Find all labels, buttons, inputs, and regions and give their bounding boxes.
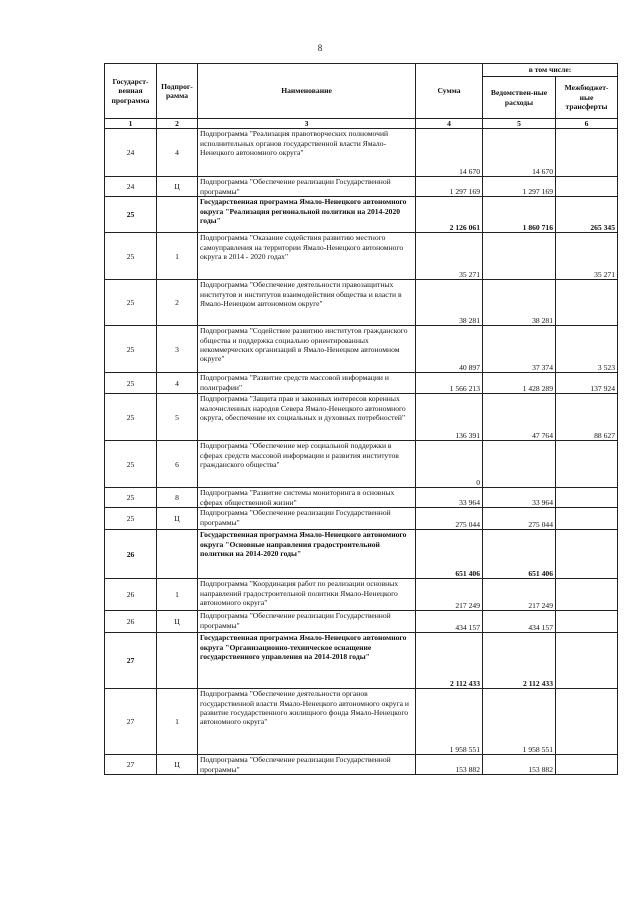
program-cell: 27 <box>105 689 157 755</box>
subprogram-cell: 5 <box>157 394 198 441</box>
sum-cell: 40 897 <box>416 326 483 373</box>
program-cell: 25 <box>105 233 157 280</box>
department-cell: 38 281 <box>483 280 556 326</box>
col-number: 1 <box>105 119 157 129</box>
sum-cell: 217 249 <box>416 579 483 611</box>
transfer-cell: 35 271 <box>556 233 618 280</box>
table-row <box>105 441 618 488</box>
name-cell: Подпрограмма "Обеспечение реализации Государственной программы" <box>198 611 416 633</box>
program-cell: 27 <box>105 755 157 775</box>
table-row <box>105 177 618 197</box>
name-cell: Подпрограмма "Координация работ по реализации основных направлений градостроительной политики Ямало-Ненецкого автономного округа" <box>198 579 416 611</box>
sum-cell: 153 882 <box>416 755 483 775</box>
name-cell: Подпрограмма "Обеспечение мер социальной поддержки в сферах средств массовой информации и развития институтов гражданского общества" <box>198 441 416 488</box>
transfer-cell: 137 924 <box>556 373 618 394</box>
sum-cell: 38 281 <box>416 280 483 326</box>
department-cell: 1 428 289 <box>483 373 556 394</box>
table-row <box>105 530 618 579</box>
table-row <box>105 633 618 689</box>
sum-cell: 2 112 433 <box>416 633 483 689</box>
name-cell: Подпрограмма "Обеспечение деятельности правозащитных институтов и институтов взаимодействия общества и власти в Ямало-Ненецком автономном округе" <box>198 280 416 326</box>
budget-table <box>104 63 618 775</box>
table-row <box>105 280 618 326</box>
name-cell: Подпрограмма "Оказание содействия развитию местного самоуправления на территории Ямало-Ненецкого автономного округа в 2014 - 2020 годах" <box>198 233 416 280</box>
name-cell: Подпрограмма "Обеспечение деятельности органов государственной власти Ямало-Ненецкого автономного округа и развитие государственного жилищного фонда Ямало-Ненецкого автономного округа" <box>198 689 416 755</box>
table-row <box>105 579 618 611</box>
sum-cell: 136 391 <box>416 394 483 441</box>
subprogram-cell: Ц <box>157 611 198 633</box>
name-cell: Государственная программа Ямало-Ненецкого автономного округа "Основные направления градостроительной политики на 2014-2020 годы" <box>198 530 416 579</box>
program-cell: 25 <box>105 394 157 441</box>
sum-cell: 35 271 <box>416 233 483 280</box>
name-cell: Государственная программа Ямало-Ненецкого автономного округа "Организационно-техническое оснащение государственного управления на 2014-2018 годы" <box>198 633 416 689</box>
department-cell: 14 670 <box>483 129 556 177</box>
header-gp: Государст-венная программа <box>105 64 157 119</box>
subprogram-cell: Ц <box>157 755 198 775</box>
department-cell: 33 964 <box>483 488 556 508</box>
name-cell: Подпрограмма "Содействие развитию институтов гражданского общества и поддержка социально ориентированных некоммерческих организаций в Ямало-Ненецком автономном округе" <box>198 326 416 373</box>
table-row <box>105 611 618 633</box>
table-row <box>105 689 618 755</box>
name-cell: Государственная программа Ямало-Ненецкого автономного округа "Реализация региональной политики на 2014-2020 годы" <box>198 197 416 233</box>
col-number: 3 <box>198 119 416 129</box>
program-cell: 26 <box>105 530 157 579</box>
subprogram-cell: 2 <box>157 280 198 326</box>
page-number: 8 <box>317 43 323 53</box>
subprogram-cell: 1 <box>157 579 198 611</box>
sum-cell: 1 297 169 <box>416 177 483 197</box>
sum-cell: 434 157 <box>416 611 483 633</box>
sum-cell: 1 958 551 <box>416 689 483 755</box>
transfer-cell <box>556 508 618 530</box>
program-cell: 27 <box>105 633 157 689</box>
transfer-cell: 3 523 <box>556 326 618 373</box>
department-cell: 275 044 <box>483 508 556 530</box>
table-row <box>105 326 618 373</box>
col-number: 2 <box>157 119 198 129</box>
department-cell: 1 958 551 <box>483 689 556 755</box>
subprogram-cell <box>157 197 198 233</box>
transfer-cell <box>556 530 618 579</box>
transfer-cell <box>556 280 618 326</box>
program-cell: 25 <box>105 441 157 488</box>
table-row <box>105 488 618 508</box>
header-name: Наименование <box>198 64 416 119</box>
program-cell: 25 <box>105 488 157 508</box>
transfer-cell <box>556 755 618 775</box>
program-cell: 25 <box>105 326 157 373</box>
col-number: 4 <box>416 119 483 129</box>
name-cell: Подпрограмма "Обеспечение реализации Государственной программы" <box>198 508 416 530</box>
department-cell: 47 764 <box>483 394 556 441</box>
subprogram-cell: 6 <box>157 441 198 488</box>
name-cell: Подпрограмма "Защита прав и законных интересов коренных малочисленных народов Севера Ямало-Ненецкого автономного округа, обеспечение их социальных и духовных потребностей" <box>198 394 416 441</box>
program-cell: 24 <box>105 129 157 177</box>
table-row <box>105 129 618 177</box>
program-cell: 24 <box>105 177 157 197</box>
transfer-cell <box>556 177 618 197</box>
sum-cell: 2 126 061 <box>416 197 483 233</box>
col-number: 6 <box>556 119 618 129</box>
subprogram-cell <box>157 530 198 579</box>
department-cell: 1 860 716 <box>483 197 556 233</box>
header-inter: Межбюджет-ные трансферты <box>556 77 618 119</box>
name-cell: Подпрограмма "Реализация правотворческих полномочий исполнительных органов государственной власти Ямало-Ненецкого автономного округа" <box>198 129 416 177</box>
table-row <box>105 394 618 441</box>
table-row <box>105 197 618 233</box>
transfer-cell <box>556 611 618 633</box>
name-cell: Подпрограмма "Развитие средств массовой информации и полиграфии" <box>198 373 416 394</box>
department-cell: 434 157 <box>483 611 556 633</box>
subprogram-cell: 1 <box>157 689 198 755</box>
department-cell: 1 297 169 <box>483 177 556 197</box>
department-cell: 217 249 <box>483 579 556 611</box>
header-pp: Подпрог-рамма <box>157 64 198 119</box>
sum-cell: 651 406 <box>416 530 483 579</box>
program-cell: 26 <box>105 579 157 611</box>
transfer-cell <box>556 633 618 689</box>
transfer-cell <box>556 689 618 755</box>
program-cell: 25 <box>105 508 157 530</box>
table-row <box>105 508 618 530</box>
subprogram-cell: Ц <box>157 177 198 197</box>
subprogram-cell <box>157 633 198 689</box>
sum-cell: 0 <box>416 441 483 488</box>
table-row <box>105 755 618 775</box>
program-cell: 26 <box>105 611 157 633</box>
name-cell: Подпрограмма "Развитие системы мониторинга в основных сферах общественной жизни" <box>198 488 416 508</box>
program-cell: 25 <box>105 373 157 394</box>
transfer-cell <box>556 129 618 177</box>
subprogram-cell: Ц <box>157 508 198 530</box>
transfer-cell: 265 345 <box>556 197 618 233</box>
header-incl: в том числе: <box>483 64 618 77</box>
subprogram-cell: 3 <box>157 326 198 373</box>
department-cell <box>483 233 556 280</box>
budget-table-body <box>105 64 618 775</box>
program-cell: 25 <box>105 280 157 326</box>
sum-cell: 33 964 <box>416 488 483 508</box>
header-dept: Ведомствен-ные расходы <box>483 77 556 119</box>
transfer-cell: 88 627 <box>556 394 618 441</box>
department-cell: 153 882 <box>483 755 556 775</box>
subprogram-cell: 8 <box>157 488 198 508</box>
col-number: 5 <box>483 119 556 129</box>
sum-cell: 14 670 <box>416 129 483 177</box>
table-row <box>105 373 618 394</box>
name-cell: Подпрограмма "Обеспечение реализации Государственной программы" <box>198 755 416 775</box>
sum-cell: 275 044 <box>416 508 483 530</box>
subprogram-cell: 4 <box>157 373 198 394</box>
program-cell: 25 <box>105 197 157 233</box>
transfer-cell <box>556 441 618 488</box>
subprogram-cell: 4 <box>157 129 198 177</box>
department-cell: 37 374 <box>483 326 556 373</box>
transfer-cell <box>556 488 618 508</box>
header-sum: Сумма <box>416 64 483 119</box>
sum-cell: 1 566 213 <box>416 373 483 394</box>
subprogram-cell: 1 <box>157 233 198 280</box>
transfer-cell <box>556 579 618 611</box>
department-cell: 651 406 <box>483 530 556 579</box>
department-cell: 2 112 433 <box>483 633 556 689</box>
name-cell: Подпрограмма "Обеспечение реализации Государственной программы" <box>198 177 416 197</box>
department-cell <box>483 441 556 488</box>
table-row <box>105 233 618 280</box>
